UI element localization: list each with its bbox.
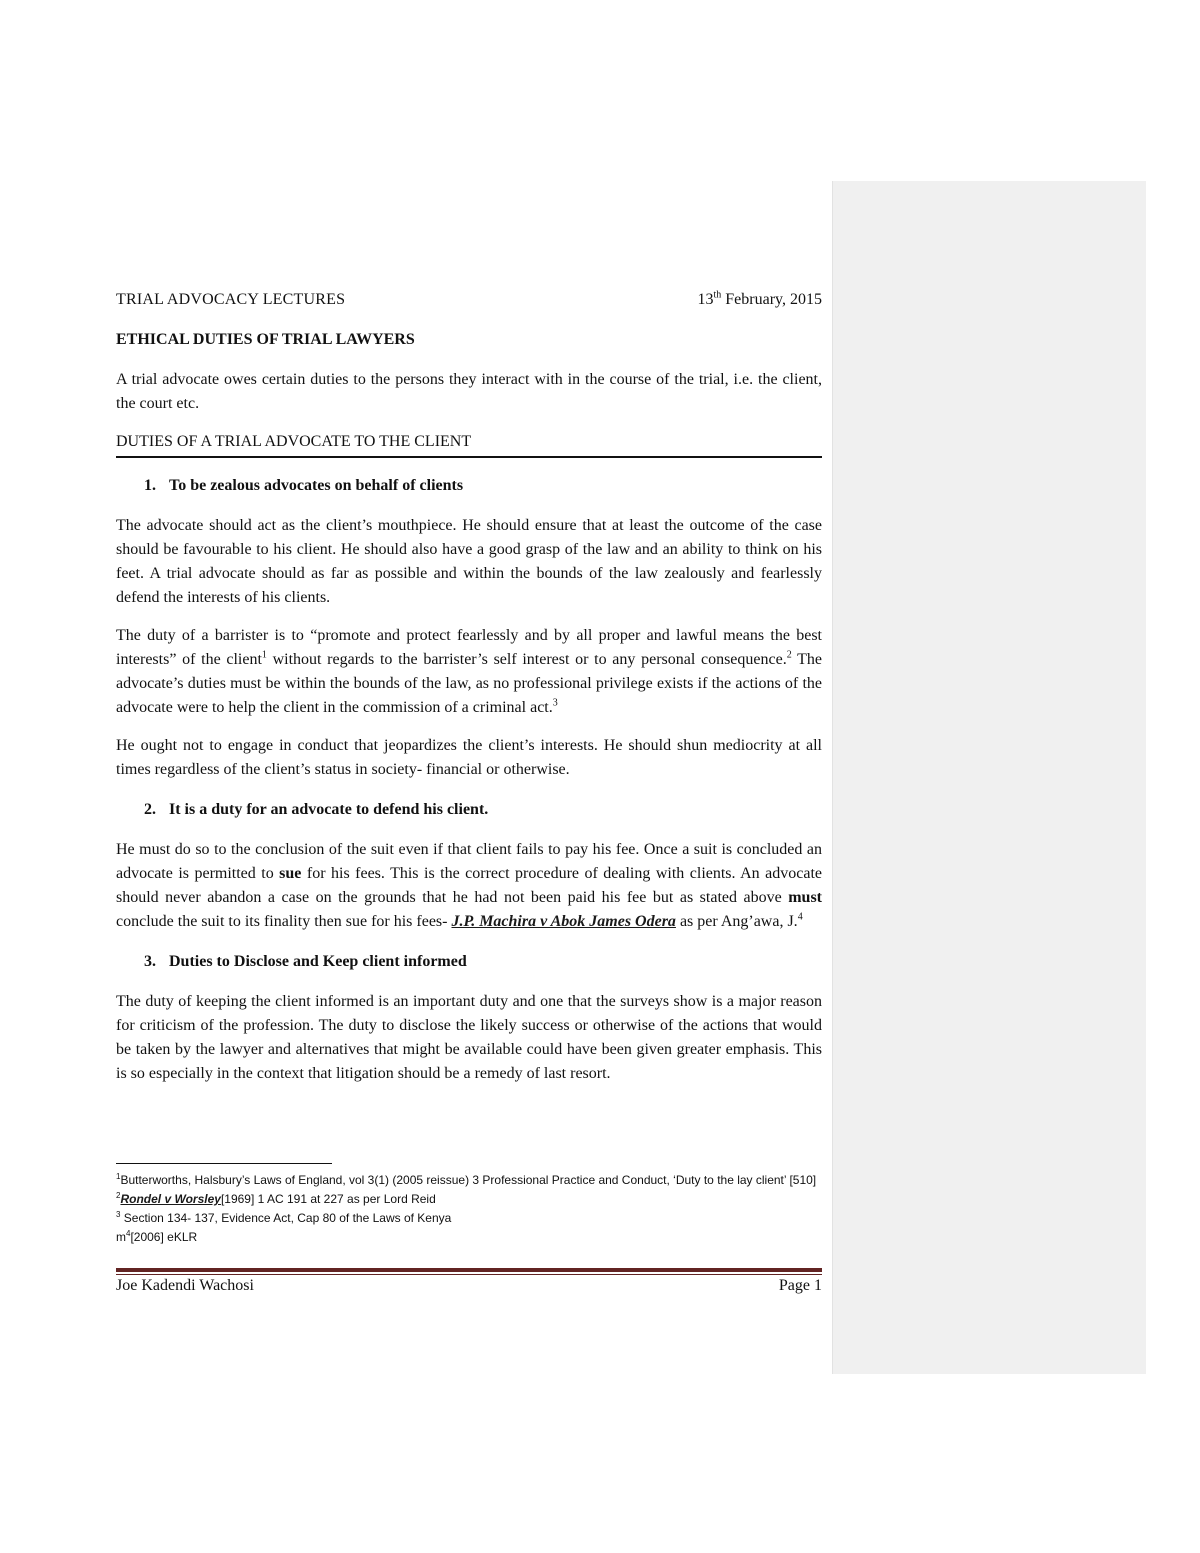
intro-paragraph: A trial advocate owes certain duties to the persons they interact with in the course of the trial, i.e. the client, the court etc. <box>116 371 822 412</box>
footer-rule <box>116 1268 822 1272</box>
paragraph: He ought not to engage in conduct that jeopardizes the client’s interests. He should shun mediocrity at all times regardless of the client’s status in society- financial or otherwise. <box>116 737 822 778</box>
page-header <box>116 288 822 312</box>
footnote-4: $m^4[2006]$ eKLR <box>116 1229 198 1244</box>
header-date: 13th February, 2015 <box>697 289 822 308</box>
case-link[interactable]: J.P. Machira v Abok James Odera <box>451 913 676 930</box>
footnotes <box>116 1163 822 1247</box>
footnote-ref[interactable]: 3 <box>552 697 558 709</box>
paragraph: He must do so to the conclusion of the suit even if that client fails to pay his fee. Once a suit is concluded an advocate is permitted to sue for his fees. This is the correct procedure of dealing with clients. An advocate should never abandon a case on the grounds that he had not been paid his fee but as stated above must conclude the suit to its finality then sue for his fees- J.P. Machira v Abok James Odera as per Ang’awa, J.$^4$ <box>116 841 823 930</box>
footnote-ref[interactable]: 4 <box>797 911 803 923</box>
list-heading-3: 3. Duties to Disclose and Keep client informed <box>144 953 467 970</box>
section-heading: DUTIES OF A TRIAL ADVOCATE TO THE CLIENT <box>116 430 822 458</box>
footnote-separator <box>116 1163 332 1164</box>
document-title: ETHICAL DUTIES OF TRIAL LAWYERS <box>116 331 415 348</box>
paragraph: The duty of keeping the client informed is an important duty and one that the surveys show is a major reason for criticism of the profession. The duty to disclose the likely success or otherwise of the actions that would be taken by the lawyer and alternatives that might be available could have been given greater emphasis. This is so especially in the context that litigation should be a remedy of last resort. <box>116 993 822 1082</box>
footer-author: Joe Kadendi Wachosi <box>116 1277 254 1294</box>
footer-rule-thin <box>116 1274 822 1275</box>
footnote-2: $^2$Rondel v Worsley[1969] 1 AC 191 at 227 as per Lord Reid <box>116 1191 436 1206</box>
page-footer <box>116 1277 822 1295</box>
header-course-title: TRIAL ADVOCACY LECTURES <box>116 291 346 308</box>
document-page <box>116 288 822 1086</box>
footnote-1: $^1$Butterworths, Halsbury’s Laws of England, vol 3(1) (2005 reissue) 3 Professional Practice and Conduct, ‘Duty to the lay client’ [510] <box>116 1172 817 1187</box>
footnote-3: $^3$ Section 134- 137, Evidence Act, Cap 80 of the Laws of Kenya <box>116 1210 452 1225</box>
list-heading-1: 1. To be zealous advocates on behalf of clients <box>144 477 464 494</box>
comment-pane <box>832 181 1146 1374</box>
footnote-ref[interactable]: 1 <box>261 649 267 661</box>
paragraph: The duty of a barrister is to “promote and protect fearlessly and by all proper and lawful means the best interests” of the client$^1$ without regards to the barrister’s self interest or to any personal consequence.$^2$ The advocate’s duties must be within the bounds of the law, as no professional privilege exists if the actions of the advocate were to help the client in the commission of a criminal act.$^3$ <box>116 627 822 716</box>
list-heading-2: 2. It is a duty for an advocate to defend his client. <box>144 801 489 818</box>
footnote-ref[interactable]: 2 <box>786 649 792 661</box>
paragraph: The advocate should act as the client’s mouthpiece. He should ensure that at least the outcome of the case should be favourable to his client. He should also have a good grasp of the law and an ability to think on his feet. A trial advocate should as far as possible and within the bounds of the law zealously and fearlessly defend the interests of his clients. <box>116 517 822 606</box>
case-link[interactable]: Rondel v Worsley <box>120 1192 221 1206</box>
footer-page-number: Page 1 <box>778 1277 822 1294</box>
